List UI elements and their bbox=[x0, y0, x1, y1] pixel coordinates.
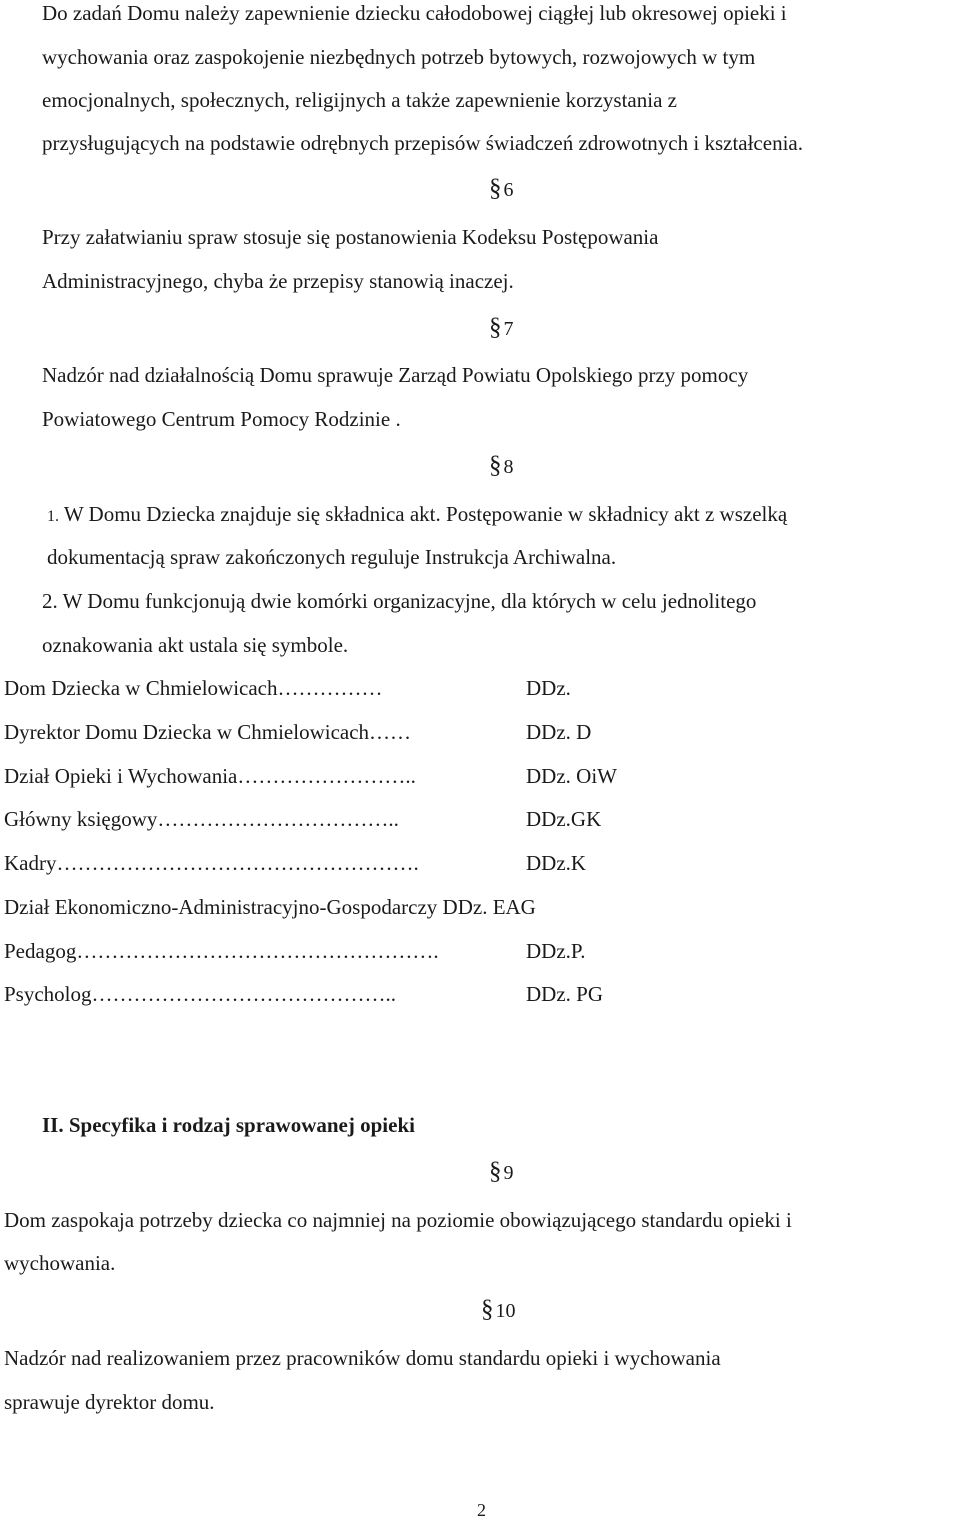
section-9-heading bbox=[489, 1159, 514, 1184]
section-number: 9 bbox=[503, 1162, 514, 1184]
section-7-heading bbox=[489, 315, 514, 340]
section-sign: § bbox=[489, 1158, 502, 1185]
section-9-line: wychowania. bbox=[4, 1251, 116, 1275]
intro-line: wychowania oraz zaspokojenie niezbędnych potrzeb bytowych, rozwojowych w tym bbox=[42, 45, 756, 69]
item-text: W Domu Dziecka znajduje się składnica akt. Postępowanie w składnicy akt z wszelką bbox=[59, 502, 788, 526]
symbol-label: Psycholog…………………………………….. bbox=[4, 982, 397, 1006]
section-8-item-1-cont: dokumentacją spraw zakończonych reguluje Instrukcja Archiwalna. bbox=[47, 545, 617, 569]
section-8-item-2-cont: oznakowania akt ustala się symbole. bbox=[42, 633, 349, 657]
section-number: 10 bbox=[495, 1300, 516, 1322]
symbol-label: Główny księgowy…………………………….. bbox=[4, 807, 399, 831]
section-6-line: Administracyjnego, chyba że przepisy stanowią inaczej. bbox=[42, 269, 514, 293]
symbol-code: DDz.P. bbox=[526, 939, 586, 963]
symbol-label: Dom Dziecka w Chmielowicach…………… bbox=[4, 676, 383, 700]
intro-line: Do zadań Domu należy zapewnienie dziecku całodobowej ciągłej lub okresowej opieki i bbox=[42, 1, 787, 25]
section-8-item-1 bbox=[47, 504, 787, 525]
symbol-label: Dział Opieki i Wychowania…………………….. bbox=[4, 764, 416, 788]
symbol-label: Dyrektor Domu Dziecka w Chmielowicach…… bbox=[4, 720, 412, 744]
section-number: 7 bbox=[503, 318, 514, 340]
section-sign: § bbox=[481, 1296, 494, 1323]
chapter-heading: II. Specyfika i rodzaj sprawowanej opieki bbox=[42, 1113, 415, 1137]
section-6-line: Przy załatwianiu spraw stosuje się postanowienia Kodeksu Postępowania bbox=[42, 225, 659, 249]
symbol-code: DDz. OiW bbox=[526, 764, 617, 788]
section-8-item-2: 2. W Domu funkcjonują dwie komórki organizacyjne, dla których w celu jednolitego bbox=[42, 589, 757, 613]
section-10-line: sprawuje dyrektor domu. bbox=[4, 1390, 215, 1414]
section-7-line: Nadzór nad działalnością Domu sprawuje Zarząd Powiatu Opolskiego przy pomocy bbox=[42, 363, 749, 387]
intro-line: przysługujących na podstawie odrębnych przepisów świadczeń zdrowotnych i kształcenia. bbox=[42, 131, 803, 155]
section-sign: § bbox=[489, 175, 502, 202]
symbol-code: DDz. D bbox=[526, 720, 592, 744]
symbol-code: DDz. bbox=[526, 676, 571, 700]
symbol-label: Kadry……………………………………………. bbox=[4, 851, 419, 875]
section-sign: § bbox=[489, 314, 502, 341]
page-number: 2 bbox=[477, 1500, 486, 1520]
symbol-code: DDz. PG bbox=[526, 982, 603, 1006]
section-number: 6 bbox=[503, 179, 514, 201]
section-9-line: Dom zaspokaja potrzeby dziecka co najmniej na poziomie obowiązującego standardu opieki i bbox=[4, 1208, 792, 1232]
section-10-line: Nadzór nad realizowaniem przez pracowników domu standardu opieki i wychowania bbox=[4, 1346, 721, 1370]
symbol-code: DDz.K bbox=[526, 851, 587, 875]
section-8-heading bbox=[489, 453, 514, 478]
symbol-code: DDz.GK bbox=[526, 807, 602, 831]
section-10-heading bbox=[481, 1297, 516, 1322]
section-sign: § bbox=[489, 452, 502, 479]
symbol-label: Dział Ekonomiczno-Administracyjno-Gospodarczy DDz. EAG bbox=[4, 895, 536, 919]
intro-line: emocjonalnych, społecznych, religijnych a także zapewnienie korzystania z bbox=[42, 88, 677, 112]
item-number: 1. bbox=[47, 508, 59, 525]
section-number: 8 bbox=[503, 456, 514, 478]
symbol-label: Pedagog……………………………………………. bbox=[4, 939, 439, 963]
section-7-line: Powiatowego Centrum Pomocy Rodzinie . bbox=[42, 407, 401, 431]
section-6-heading bbox=[489, 176, 514, 201]
